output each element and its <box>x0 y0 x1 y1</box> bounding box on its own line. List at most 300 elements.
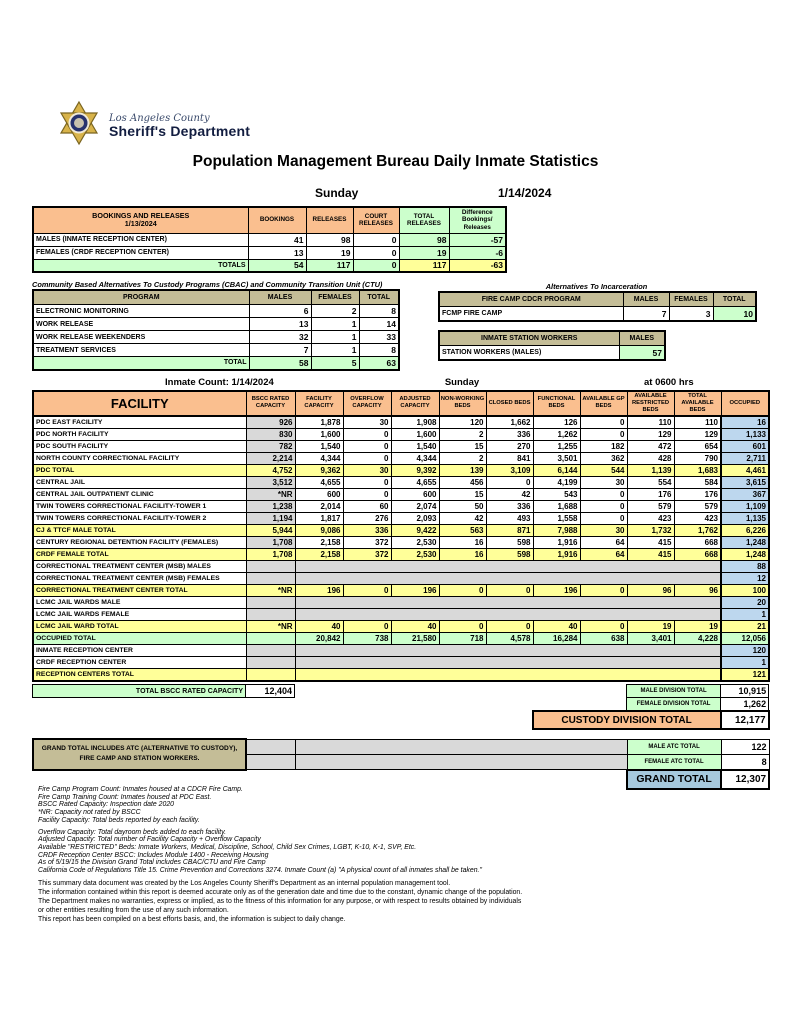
cell: 30 <box>580 476 627 488</box>
cell: 0 <box>486 620 533 632</box>
row-label: FCMP FIRE CAMP <box>439 307 623 322</box>
col-males: MALES <box>619 331 665 346</box>
cell: PDC TOTAL <box>33 464 246 476</box>
cell <box>246 560 295 572</box>
row-label: MALES (INMATE RECEPTION CENTER) <box>33 233 248 246</box>
facility-row <box>33 488 769 500</box>
cell: 121 <box>721 668 769 681</box>
cell: 196 <box>391 584 439 596</box>
cell: 3,401 <box>627 632 674 644</box>
col-functional-beds: FUNCTIONAL BEDS <box>533 391 580 416</box>
summary-table <box>32 684 770 730</box>
cell: 21 <box>721 620 769 632</box>
cell: 42 <box>486 488 533 500</box>
cell: 790 <box>674 452 721 464</box>
cell: 110 <box>674 416 721 429</box>
date-header: 1/14/2024 <box>498 186 552 200</box>
cell: 1,662 <box>486 416 533 429</box>
cell: 2,093 <box>391 512 439 524</box>
cell: 871 <box>486 524 533 536</box>
cell: 0 <box>580 488 627 500</box>
cell: CORRECTIONAL TREATMENT CENTER (MSB) FEMALES <box>33 572 246 584</box>
col-females: FEMALES <box>669 292 713 307</box>
cell: 0 <box>343 584 391 596</box>
col-females: FEMALES <box>311 290 359 305</box>
cell: 16 <box>439 548 486 560</box>
cell: *NR <box>246 488 295 500</box>
gray-cell <box>295 754 627 770</box>
cbac-row <box>33 318 399 331</box>
facility-row <box>33 644 769 656</box>
cell: 1,139 <box>627 464 674 476</box>
cell: 544 <box>580 464 627 476</box>
cbac-row <box>33 344 399 357</box>
col-adjusted-capacity: ADJUSTED CAPACITY <box>391 391 439 416</box>
cell: 20,842 <box>295 632 343 644</box>
cell: 20 <box>721 596 769 608</box>
inmate-count-time: at 0600 hrs <box>644 377 694 388</box>
cell: 0 <box>343 440 391 452</box>
text-line: Adjusted Capacity: Total number of Facility Capacity + Overflow Capacity <box>38 836 261 844</box>
cell: 654 <box>674 440 721 452</box>
cell: LCMC JAIL WARDS MALE <box>33 596 246 608</box>
cell: 1,194 <box>246 512 295 524</box>
cell: 0 <box>343 476 391 488</box>
logo-dept: Sheriff's Department <box>109 122 251 139</box>
cell: 0 <box>343 428 391 440</box>
facility-row <box>33 584 769 596</box>
cell <box>246 644 295 656</box>
cbac-header-row <box>33 290 399 305</box>
facility-row <box>33 560 769 572</box>
cell: 96 <box>674 584 721 596</box>
col-total-available-beds: TOTAL AVAILABLE BEDS <box>674 391 721 416</box>
facility-row <box>33 668 769 681</box>
cell: 15 <box>439 488 486 500</box>
male-atc-total-label: MALE ATC TOTAL <box>627 739 721 754</box>
cell: 2 <box>439 428 486 440</box>
cell: 30 <box>580 524 627 536</box>
cbac-row <box>33 331 399 344</box>
cell: 64 <box>580 536 627 548</box>
cell: PDC EAST FACILITY <box>33 416 246 429</box>
facility-row <box>33 632 769 644</box>
col-total: TOTAL <box>359 290 399 305</box>
cell: 584 <box>674 476 721 488</box>
bscc-total-label: TOTAL BSCC RATED CAPACITY <box>33 685 246 698</box>
cell: *NR <box>246 584 295 596</box>
cell: 30 <box>343 464 391 476</box>
cell: CORRECTIONAL TREATMENT CENTER (MSB) MALES <box>33 560 246 572</box>
logo <box>56 100 250 151</box>
cell: 1,762 <box>674 524 721 536</box>
atc-row-male <box>33 739 769 754</box>
bookings-header-row <box>33 207 506 233</box>
cell: 4,655 <box>295 476 343 488</box>
cell: 1,878 <box>295 416 343 429</box>
logo-text <box>109 113 250 139</box>
cell: 579 <box>627 500 674 512</box>
male-division-total-value: 10,915 <box>721 685 769 698</box>
cell: 579 <box>674 500 721 512</box>
cell: 3,109 <box>486 464 533 476</box>
cell: 493 <box>486 512 533 524</box>
text-line: or other entities resulting from the use of any such information. <box>38 906 229 914</box>
col-total-releases: TOTAL RELEASES <box>399 207 449 233</box>
cell: 1,540 <box>391 440 439 452</box>
row-label: FEMALES (CRDF RECEPTION CENTER) <box>33 246 248 259</box>
facility-row <box>33 524 769 536</box>
cell: 1 <box>311 331 359 344</box>
cell: 1 <box>311 344 359 357</box>
cell <box>246 632 295 644</box>
row-label: STATION WORKERS (MALES) <box>439 346 619 361</box>
cell: 8 <box>359 305 399 318</box>
cell: 16 <box>721 416 769 429</box>
cell <box>246 608 295 620</box>
cell: 2,014 <box>295 500 343 512</box>
cell: 60 <box>343 500 391 512</box>
total-label: TOTAL <box>33 357 249 370</box>
cell: 63 <box>359 357 399 370</box>
cell: -57 <box>449 233 506 246</box>
row-label: WORK RELEASE WEEKENDERS <box>33 331 249 344</box>
cell: 372 <box>343 536 391 548</box>
text-line: This summary data document was created by the Los Angeles County Sheriff's Department as an internal population management tool. <box>38 880 451 887</box>
grand-total-label: GRAND TOTAL <box>627 770 721 789</box>
bookings-row-males <box>33 233 506 246</box>
cell: 1 <box>311 318 359 331</box>
col-closed-beds: CLOSED BEDS <box>486 391 533 416</box>
cell: 1,248 <box>721 548 769 560</box>
station-workers-header: INMATE STATION WORKERS <box>439 331 619 346</box>
station-workers-table <box>438 330 666 361</box>
cell: 0 <box>439 584 486 596</box>
alternatives-title: Alternatives To Incarceration <box>545 282 648 291</box>
cell: 1,248 <box>721 536 769 548</box>
cell: 782 <box>246 440 295 452</box>
sheriff-star-icon <box>56 100 102 151</box>
disclaimer <box>38 880 522 925</box>
cell: 2 <box>439 452 486 464</box>
cell: 9,422 <box>391 524 439 536</box>
cell: 40 <box>295 620 343 632</box>
cell: 4,578 <box>486 632 533 644</box>
cell: 1,600 <box>295 428 343 440</box>
cell: 0 <box>343 620 391 632</box>
cell: 738 <box>343 632 391 644</box>
cell: OCCUPIED TOTAL <box>33 632 246 644</box>
cell: 0 <box>580 584 627 596</box>
cell: 6,226 <box>721 524 769 536</box>
cell: PDC NORTH FACILITY <box>33 428 246 440</box>
cell: 276 <box>343 512 391 524</box>
cell: 270 <box>486 440 533 452</box>
cell: 32 <box>249 331 311 344</box>
cell: 0 <box>580 416 627 429</box>
cell: 120 <box>721 644 769 656</box>
facility-row <box>33 476 769 488</box>
cell: 428 <box>627 452 674 464</box>
custody-division-total-value: 12,177 <box>721 711 769 729</box>
cell: CJ & TTCF MALE TOTAL <box>33 524 246 536</box>
facility-row <box>33 464 769 476</box>
cell: 563 <box>439 524 486 536</box>
bookings-header-line2: 1/13/2024 <box>124 219 157 229</box>
cell: 1,708 <box>246 548 295 560</box>
cell: 1,109 <box>721 500 769 512</box>
cell: 1,133 <box>721 428 769 440</box>
row-label: ELECTRONIC MONITORING <box>33 305 249 318</box>
female-division-row <box>33 698 769 712</box>
cell: 2 <box>311 305 359 318</box>
cell: 2,074 <box>391 500 439 512</box>
cell: 926 <box>246 416 295 429</box>
cell: 1,708 <box>246 536 295 548</box>
facility-header-row <box>33 391 769 416</box>
page-title: Population Management Bureau Daily Inmate Statistics <box>192 153 599 170</box>
cell: LCMC JAIL WARDS FEMALE <box>33 608 246 620</box>
spacer <box>33 711 533 729</box>
cell <box>246 572 295 584</box>
cell: CRDF RECEPTION CENTER <box>33 656 246 668</box>
cell: 423 <box>674 512 721 524</box>
cell: 19 <box>674 620 721 632</box>
cell: 2,530 <box>391 548 439 560</box>
cell: 2,158 <box>295 548 343 560</box>
cell: 1,683 <box>674 464 721 476</box>
text-line: The information contained within this report is deemed accurate only as of the generation date and time due to the constant, dynamic change of the population. <box>38 888 523 896</box>
cell: 372 <box>343 548 391 560</box>
cell: RECEPTION CENTERS TOTAL <box>33 668 246 681</box>
cell: 3,501 <box>533 452 580 464</box>
cell: 4,655 <box>391 476 439 488</box>
cell: 0 <box>353 246 399 259</box>
gray-cell <box>246 754 295 770</box>
fire-camp-row <box>439 307 756 322</box>
cell: 54 <box>248 259 306 272</box>
cell <box>246 656 295 668</box>
cell: 472 <box>627 440 674 452</box>
cell: 96 <box>627 584 674 596</box>
col-bscc-rated-capacity: BSCC RATED CAPACITY <box>246 391 295 416</box>
cell: 1,558 <box>533 512 580 524</box>
cell: 12,056 <box>721 632 769 644</box>
fire-camp-header-row <box>439 292 756 307</box>
facility-row <box>33 440 769 452</box>
grand-total-value: 12,307 <box>721 770 769 789</box>
fire-camp-header: FIRE CAMP CDCR PROGRAM <box>439 292 623 307</box>
inmate-count-label: Inmate Count: 1/14/2024 <box>165 377 274 388</box>
cell <box>295 656 721 668</box>
bscc-total-row <box>33 685 769 698</box>
cell: 1,600 <box>391 428 439 440</box>
cell: 0 <box>439 620 486 632</box>
cell: -6 <box>449 246 506 259</box>
totals-label: TOTALS <box>33 259 248 272</box>
cell: 139 <box>439 464 486 476</box>
cell: 8 <box>359 344 399 357</box>
cell: 21,580 <box>391 632 439 644</box>
cell: 841 <box>486 452 533 464</box>
facility-row <box>33 500 769 512</box>
facility-row <box>33 608 769 620</box>
cell: 129 <box>674 428 721 440</box>
text-line: This report has been compiled on a best efforts basis, and, the information is subject to daily change. <box>38 915 346 923</box>
cell: 0 <box>580 512 627 524</box>
cell <box>246 668 295 681</box>
cell: 3,615 <box>721 476 769 488</box>
cell: 14 <box>359 318 399 331</box>
cell: 6 <box>249 305 311 318</box>
cell: CORRECTIONAL TREATMENT CENTER TOTAL <box>33 584 246 596</box>
cell: 7 <box>249 344 311 357</box>
cell: 598 <box>486 548 533 560</box>
cell: 336 <box>486 428 533 440</box>
col-available-restricted-beds: AVAILABLE RESTRICTED BEDS <box>627 391 674 416</box>
cell: 543 <box>533 488 580 500</box>
cell: 7,988 <box>533 524 580 536</box>
cell: 98 <box>399 233 449 246</box>
text-line: Available "RESTRICTED" Beds: Inmate Workers, Medical, Discipline, School, Child Sex Crimes, LGBT, K-10, K-1, SVP, Etc. <box>38 843 417 851</box>
cell: 58 <box>249 357 311 370</box>
cell: 456 <box>439 476 486 488</box>
facility-row <box>33 656 769 668</box>
row-label: TREATMENT SERVICES <box>33 344 249 357</box>
col-program: PROGRAM <box>33 290 249 305</box>
cell: 13 <box>248 246 306 259</box>
fire-camp-table <box>438 291 757 322</box>
cell: 40 <box>533 620 580 632</box>
text-line: As of 5/19/15 the Division Grand Total includes CBAC/CTU and Fire Camp <box>38 859 266 867</box>
cbac-table <box>32 289 400 371</box>
gray-cell <box>295 739 627 754</box>
footnotes <box>38 786 482 875</box>
text-line: CRDF Reception Center BSCC: Includes Module 1400 - Receiving Housing <box>38 851 269 859</box>
cell: 0 <box>580 620 627 632</box>
col-court-releases: COURT RELEASES <box>353 207 399 233</box>
bookings-header-line1: BOOKINGS AND RELEASES <box>92 210 190 220</box>
cell <box>295 560 721 572</box>
text-line: Fire Camp Training Count: Inmates housed at PDC East. <box>38 793 212 801</box>
cell: 0 <box>353 233 399 246</box>
cell: 601 <box>721 440 769 452</box>
text-line: Fire Camp Program Count: Inmates housed at a CDCR Fire Camp. <box>38 786 243 793</box>
cell: 1,908 <box>391 416 439 429</box>
cell: 1 <box>721 608 769 620</box>
grand-total-note: GRAND TOTAL INCLUDES ATC (ALTERNATIVE TO CUSTODY), FIRE CAMP AND STATION WORKERS. <box>33 739 246 770</box>
cell: 117 <box>306 259 353 272</box>
cell: -63 <box>449 259 506 272</box>
cell: 196 <box>533 584 580 596</box>
cell: 126 <box>533 416 580 429</box>
cell: 5,944 <box>246 524 295 536</box>
female-atc-total-value: 8 <box>721 754 769 770</box>
col-bookings: BOOKINGS <box>248 207 306 233</box>
facility-table-body <box>33 416 769 681</box>
cbac-total-row <box>33 357 399 370</box>
cell: 367 <box>721 488 769 500</box>
cell: 2,214 <box>246 452 295 464</box>
cell: 336 <box>343 524 391 536</box>
male-division-total-label: MALE DIVISION TOTAL <box>627 685 721 698</box>
cbac-title: Community Based Alternatives To Custody Programs (CBAC) and Community Transition Unit (CTU) <box>32 280 383 289</box>
bookings-row-females <box>33 246 506 259</box>
male-atc-total-value: 122 <box>721 739 769 754</box>
cell: 600 <box>391 488 439 500</box>
text-line: The Department makes no warranties, express or implied, as to the fitness of this information for any purpose, or with respect to results obtained by individuals <box>38 897 522 905</box>
cell: *NR <box>246 620 295 632</box>
gray-cell <box>246 739 295 754</box>
col-releases: RELEASES <box>306 207 353 233</box>
cell: 19 <box>627 620 674 632</box>
cell: 1 <box>721 656 769 668</box>
cell: 120 <box>439 416 486 429</box>
spacer <box>295 685 627 698</box>
cell: 15 <box>439 440 486 452</box>
cell: 9,086 <box>295 524 343 536</box>
custody-division-row <box>33 711 769 729</box>
cbac-row <box>33 305 399 318</box>
cell: 7 <box>623 307 669 322</box>
col-facility-capacity: FACILITY CAPACITY <box>295 391 343 416</box>
cell: 33 <box>359 331 399 344</box>
facility-row <box>33 452 769 464</box>
footnotes-group1 <box>38 786 482 825</box>
cell: TWIN TOWERS CORRECTIONAL FACILITY-TOWER 2 <box>33 512 246 524</box>
col-total: TOTAL <box>713 292 756 307</box>
cell <box>246 596 295 608</box>
facility-row <box>33 512 769 524</box>
cell: 0 <box>580 500 627 512</box>
cell: 16 <box>439 536 486 548</box>
cell: 1,916 <box>533 548 580 560</box>
cell: 19 <box>399 246 449 259</box>
facility-row <box>33 620 769 632</box>
cell: 19 <box>306 246 353 259</box>
cell: 4,752 <box>246 464 295 476</box>
cell: 362 <box>580 452 627 464</box>
cell: CRDF FEMALE TOTAL <box>33 548 246 560</box>
text-line: *NR: Capacity not rated by BSCC <box>38 809 141 817</box>
female-division-total-label: FEMALE DIVISION TOTAL <box>627 698 721 712</box>
bscc-total-value: 12,404 <box>246 685 295 698</box>
cell: 88 <box>721 560 769 572</box>
cell: 415 <box>627 548 674 560</box>
cell: 1,262 <box>533 428 580 440</box>
cell: 0 <box>343 452 391 464</box>
cell: 100 <box>721 584 769 596</box>
cell: 3,512 <box>246 476 295 488</box>
cell: 1,732 <box>627 524 674 536</box>
cell: 598 <box>486 536 533 548</box>
station-workers-row <box>439 346 665 361</box>
cell: CENTURY REGIONAL DETENTION FACILITY (FEMALES) <box>33 536 246 548</box>
cell: 2,530 <box>391 536 439 548</box>
cell: 42 <box>439 512 486 524</box>
facility-row <box>33 416 769 429</box>
bookings-totals-row <box>33 259 506 272</box>
cell: 1,238 <box>246 500 295 512</box>
cell: 1,135 <box>721 512 769 524</box>
cell: 0 <box>580 428 627 440</box>
cell: 668 <box>674 536 721 548</box>
cell: 30 <box>343 416 391 429</box>
text-line: Overflow Capacity: Total dayroom beds added to each facility. <box>38 828 227 836</box>
cell <box>295 572 721 584</box>
cell: CENTRAL JAIL OUTPATIENT CLINIC <box>33 488 246 500</box>
cell: 12 <box>721 572 769 584</box>
